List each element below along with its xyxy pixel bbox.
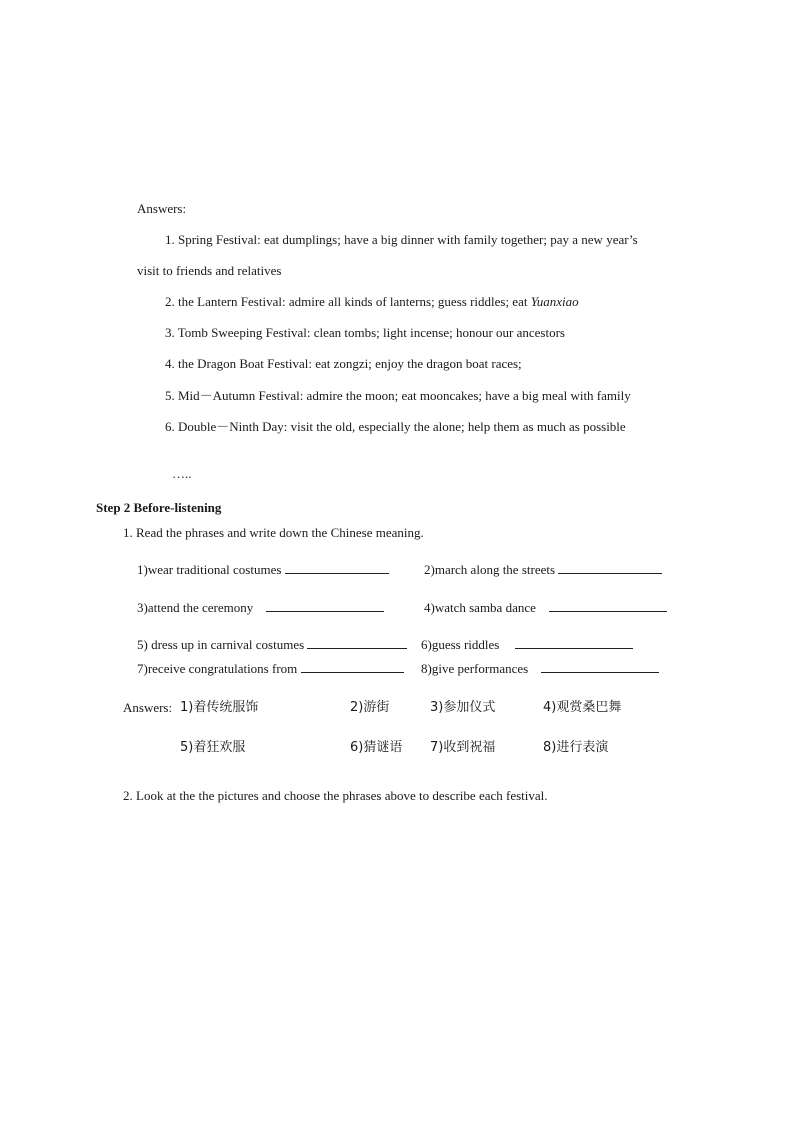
step2-task-2: 2. Look at the the pictures and choose the phrases above to describe each festival. (123, 788, 548, 803)
phrase-2 (424, 562, 662, 578)
phrase-6-text: 6)guess riddles (421, 637, 500, 652)
cn-answer-3: 3)参加仪式 (430, 700, 496, 715)
cn-answer-8: 8)进行表演 (543, 740, 609, 755)
answer-item-5: 5. Mid－Autumn Festival: admire the moon; eat mooncakes; have a big meal with family (165, 388, 631, 403)
phrase-7-blank[interactable] (301, 661, 404, 673)
phrase-5-blank[interactable] (307, 637, 407, 649)
cn-answer-6: 6)猜谜语 (350, 740, 403, 755)
phrase-1-text: 1)wear traditional costumes (137, 562, 282, 577)
step2-heading: Step 2 Before-listening (96, 500, 222, 515)
cn-answer-5: 5)着狂欢服 (180, 740, 246, 755)
phrase-7-text: 7)receive congratulations from (137, 661, 298, 676)
cn-answer-1: 1)着传统服饰 (180, 700, 259, 715)
phrase-7 (137, 661, 404, 677)
cn-answer-7: 7)收到祝福 (430, 740, 496, 755)
answer-item-3: 3. Tomb Sweeping Festival: clean tombs; light incense; honour our ancestors (165, 325, 565, 340)
phrase-2-blank[interactable] (558, 562, 662, 574)
cn-answer-4: 4)观赏桑巴舞 (543, 700, 622, 715)
phrase-2-text: 2)march along the streets (424, 562, 556, 577)
phrase-3-text: 3)attend the ceremony (137, 600, 254, 615)
phrase-3 (137, 600, 384, 616)
answer-item-6: 6. Double－Ninth Day: visit the old, especially the alone; help them as much as possible (165, 419, 626, 434)
phrase-6-blank[interactable] (515, 637, 633, 649)
phrase-4-blank[interactable] (549, 600, 667, 612)
phrase-3-blank[interactable] (266, 600, 384, 612)
answer-item-4: 4. the Dragon Boat Festival: eat zongzi; enjoy the dragon boat races; (165, 356, 522, 371)
phrase-5 (137, 637, 407, 653)
phrase-8-blank[interactable] (541, 661, 659, 673)
answers-ellipsis: ….. (172, 466, 192, 481)
phrase-8-text: 8)give performances (421, 661, 529, 676)
step2-task-1: 1. Read the phrases and write down the Chinese meaning. (123, 525, 424, 540)
answer-item-1-line-1: 1. Spring Festival: eat dumplings; have a big dinner with family together; pay a new year’s (165, 232, 638, 247)
answer-item-2 (165, 294, 579, 310)
answer-item-2-text: 2. the Lantern Festival: admire all kinds of lanterns; guess riddles; eat (165, 294, 531, 309)
phrase-6 (421, 637, 633, 653)
phrase-1-blank[interactable] (285, 562, 389, 574)
cn-answers-label: Answers: (123, 700, 173, 715)
answer-item-1-line-2: visit to friends and relatives (137, 263, 282, 278)
phrase-4 (424, 600, 667, 616)
phrase-8 (421, 661, 659, 677)
phrase-1 (137, 562, 389, 578)
answers-heading: Answers: (137, 201, 187, 216)
phrase-5-text: 5) dress up in carnival costumes (137, 637, 305, 652)
answer-item-2-italic: Yuanxiao (530, 294, 579, 309)
phrase-4-text: 4)watch samba dance (424, 600, 536, 615)
cn-answer-2: 2)游街 (350, 700, 390, 715)
